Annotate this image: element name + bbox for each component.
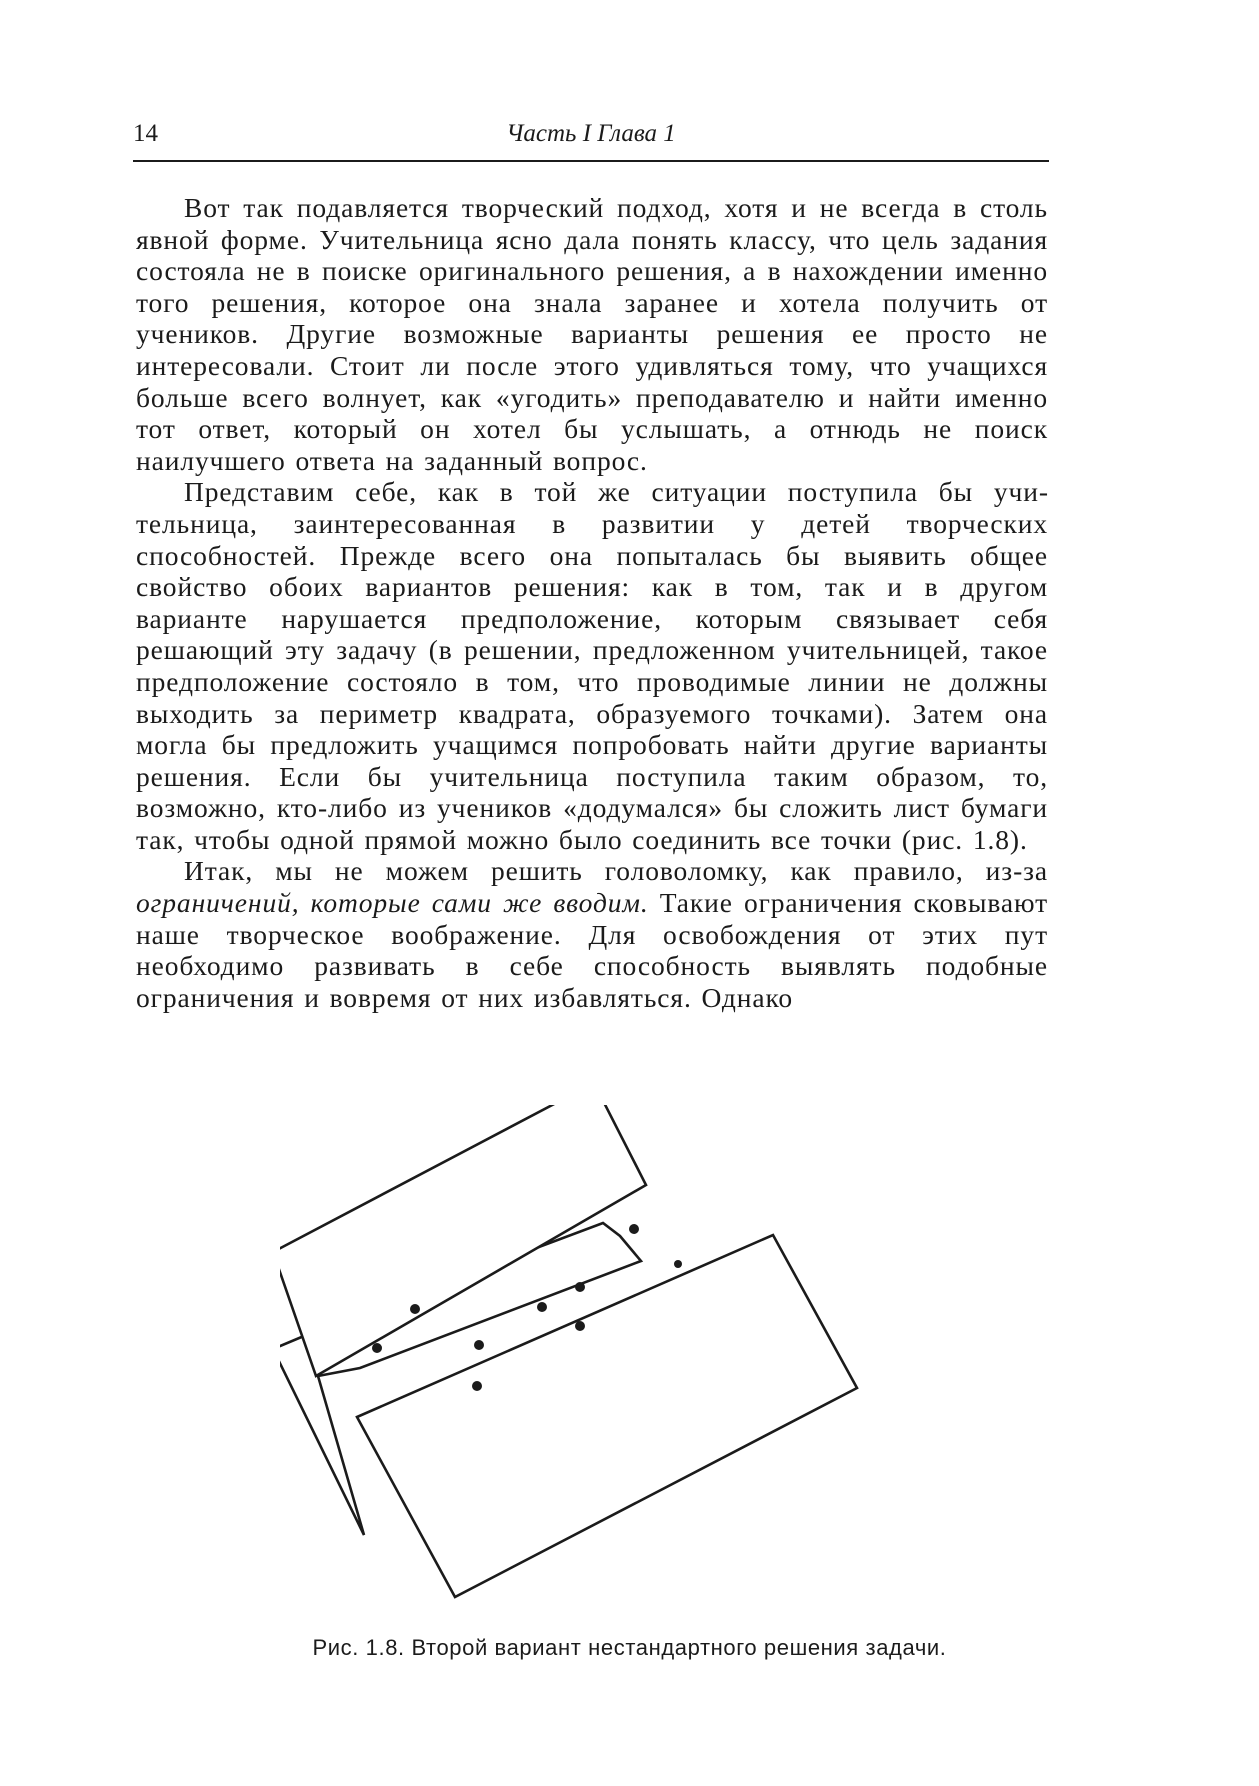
dot — [372, 1343, 382, 1353]
paragraph-3-start: Итак, мы не можем решить головоломку, как правило, из-за — [184, 855, 1048, 887]
folded-paper-figure — [280, 1105, 940, 1630]
paragraph-1: Вот так подавляется творческий подход, хотя и не всегда в столь явной форме. Учительница ясно дала понять классу, что цель задания состояла не в поиске оригинального решения, а в нахождении именно того решения, которое она знала заранее и хотела получить от учеников. Другие возможные варианты решения ее просто не интересовали. Стоит ли после этого удивляться тому, что учащихся больше всего волнует, как «угодить» преподавателю и найти именно тот ответ, который он хотел бы услышать, а отнюдь не поиск наилучшего ответа на заданный вопрос. — [136, 192, 1048, 476]
page-number: 14 — [133, 120, 158, 147]
dot — [410, 1304, 420, 1314]
paragraph-3 — [136, 855, 1048, 1013]
dot — [472, 1381, 482, 1391]
running-title: Часть I Глава 1 — [506, 120, 676, 147]
paragraph-3-emphasis: ограничений, которые сами же вводим. — [136, 887, 649, 919]
body-text — [136, 192, 1048, 1013]
dot — [474, 1340, 484, 1350]
dot — [575, 1321, 585, 1331]
paragraph-2: Представим себе, как в той же ситуации поступила бы учительница, заинтересованная в развитии у детей творческих способностей. Прежде всего она попыталась бы выявить общее свойство обоих вариантов решения: как в том, так и в другом варианте нарушается предположение, которым связывает себя решающий эту задачу (в решении, предложенном учительницей, такое предположение состояло в том, что проводимые линии не должны выходить за периметр квадрата, образуемого точками). Затем она могла бы предложить учащимся попробовать найти другие варианты решения. Если бы учительница поступила таким образом, то, возможно, кто-либо из учеников «додумался» бы сложить лист бумаги так, чтобы одной прямой можно было соединить все точки (рис. 1.8). — [136, 476, 1048, 855]
dot — [674, 1260, 682, 1268]
dot — [575, 1282, 585, 1292]
dot — [537, 1302, 547, 1312]
dot — [629, 1224, 639, 1234]
figure-caption: Рис. 1.8. Второй вариант нестандартного решения задачи. — [312, 1635, 947, 1660]
page-header — [133, 120, 1049, 162]
paragraph-3-end: Такие ограничения сковывают наше творческое воображение. Для освобождения от этих пут необходимо развивать в себе способность выявлять подобные ограничения и вовремя от них избавляться. Однако — [136, 887, 1048, 1013]
